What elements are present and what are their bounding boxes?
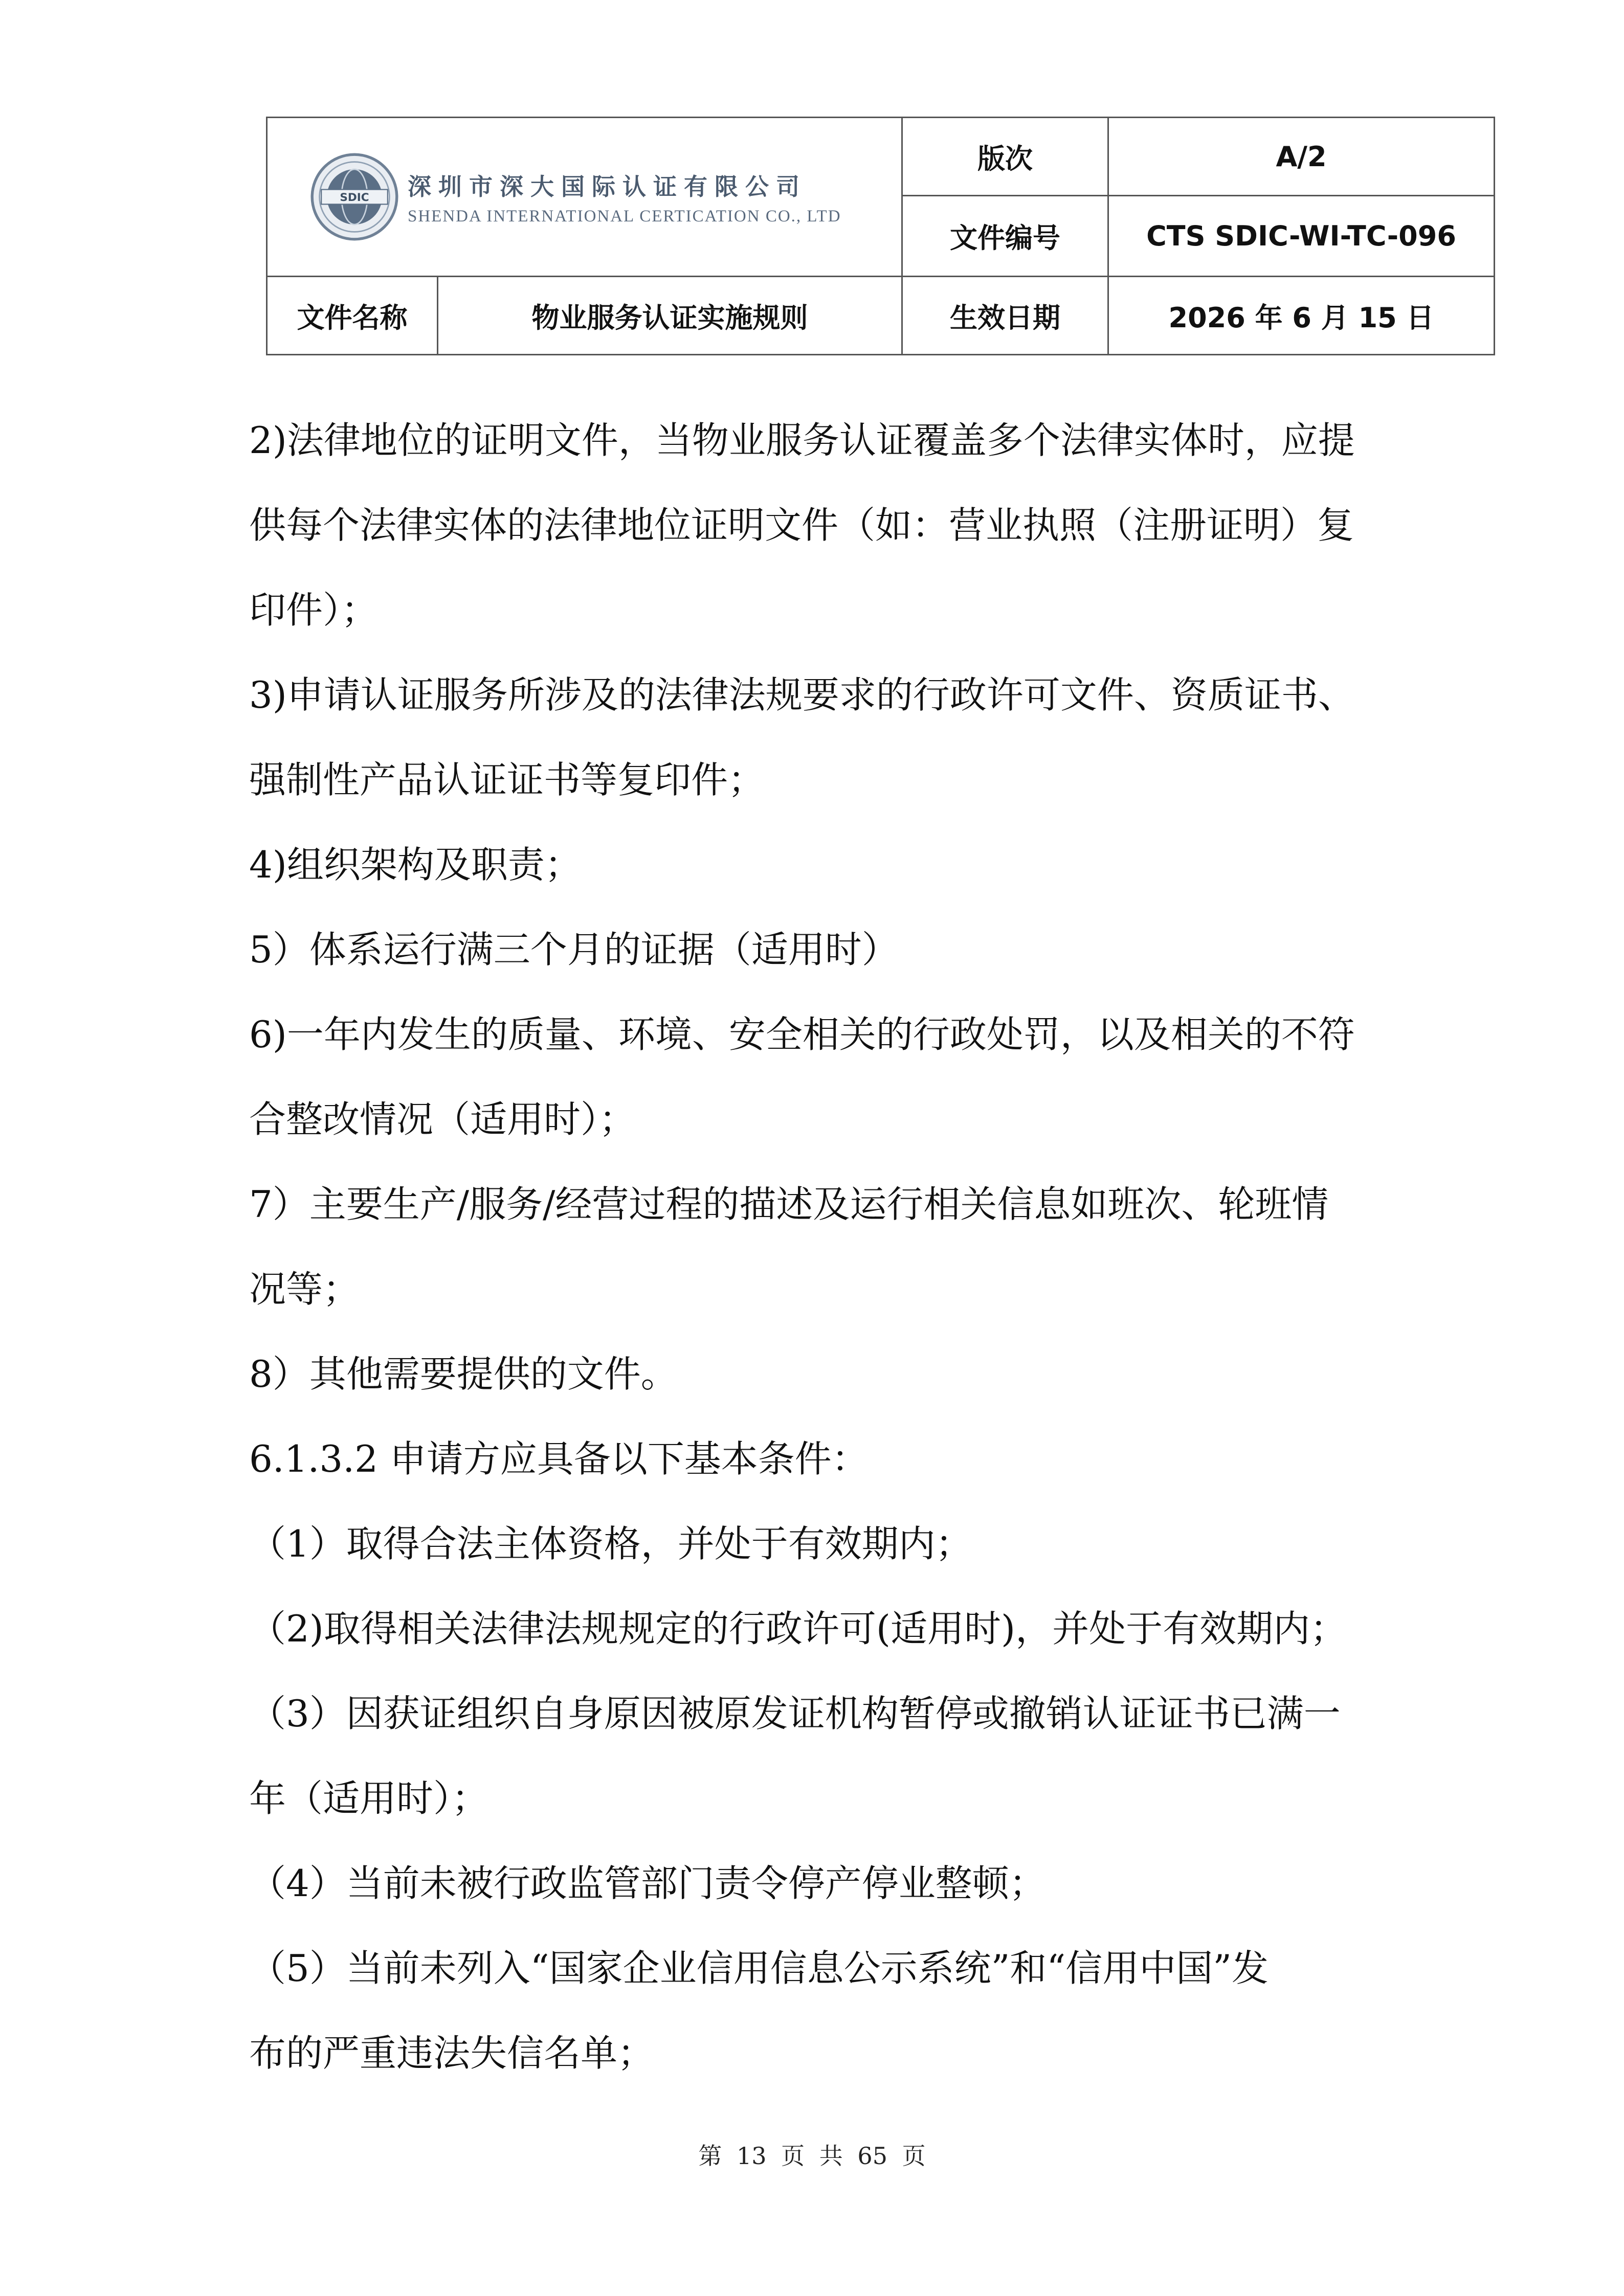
body-line: 年（适用时）；	[249, 1777, 489, 1820]
body-line: 3)申请认证服务所涉及的法律法规要求的行政许可文件、资质证书、	[249, 673, 1355, 716]
body-line: 强制性产品认证证书等复印件；	[249, 758, 765, 801]
body-line: 印件）；	[249, 589, 379, 632]
doc-no-value: CTS SDIC-WI-TC-096	[1108, 196, 1495, 277]
logo-text: SDIC	[340, 191, 369, 205]
body-line: （4）当前未被行政监管部门责令停产停业整顿；	[249, 1862, 1046, 1905]
body-line: （2)取得相关法律法规规定的行政许可(适用时)，并处于有效期内；	[249, 1607, 1347, 1650]
body-line: 4)组织架构及职责；	[249, 843, 582, 886]
body-line: （5）当前未列入“国家企业信用信息公示系统”和“信用中国”发	[249, 1947, 1269, 1990]
body-line: 6)一年内发生的质量、环境、安全相关的行政处罚，以及相关的不符	[249, 1013, 1355, 1056]
body-line: 5）体系运行满三个月的证据（适用时）	[249, 928, 899, 971]
company-name-cn: 深圳市深大国际认证有限公司	[408, 172, 807, 200]
doc-name-label: 文件名称	[267, 277, 438, 355]
version-value: A/2	[1108, 118, 1495, 196]
body-line: 况等；	[249, 1268, 360, 1311]
company-logo-icon	[308, 151, 401, 243]
body-line: （1）取得合法主体资格，并处于有效期内；	[249, 1522, 972, 1565]
body-line: 8）其他需要提供的文件。	[249, 1353, 678, 1395]
doc-no-label: 文件编号	[902, 196, 1108, 277]
effective-date-label: 生效日期	[902, 277, 1108, 355]
body-line: （3）因获证组织自身原因被原发证机构暂停或撤销认证证书已满一	[249, 1692, 1341, 1735]
body-line: 供每个法律实体的法律地位证明文件（如：营业执照（注册证明）复	[249, 504, 1354, 547]
company-name-en: SHENDA INTERNATIONAL CERTICATION CO., LTD	[408, 207, 841, 226]
body-line: 7）主要生产/服务/经营过程的描述及运行相关信息如班次、轮班情	[249, 1183, 1329, 1226]
version-label: 版次	[902, 118, 1108, 196]
body-line: 布的严重违法失信名单；	[249, 2032, 655, 2075]
page-number-footer: 第 13 页 共 65 页	[698, 2142, 926, 2170]
doc-name-value: 物业服务认证实施规则	[438, 277, 902, 355]
body-line: 合整改情况（适用时）；	[249, 1098, 636, 1141]
body-line: 2)法律地位的证明文件，当物业服务认证覆盖多个法律实体时，应提	[249, 419, 1355, 462]
company-logo-cell	[267, 118, 902, 277]
effective-date-value: 2026 年 6 月 15 日	[1108, 277, 1495, 355]
document-header-table	[266, 117, 1495, 355]
document-body	[249, 398, 1405, 2096]
body-line: 6.1.3.2 申请方应具备以下基本条件：	[249, 1437, 869, 1480]
